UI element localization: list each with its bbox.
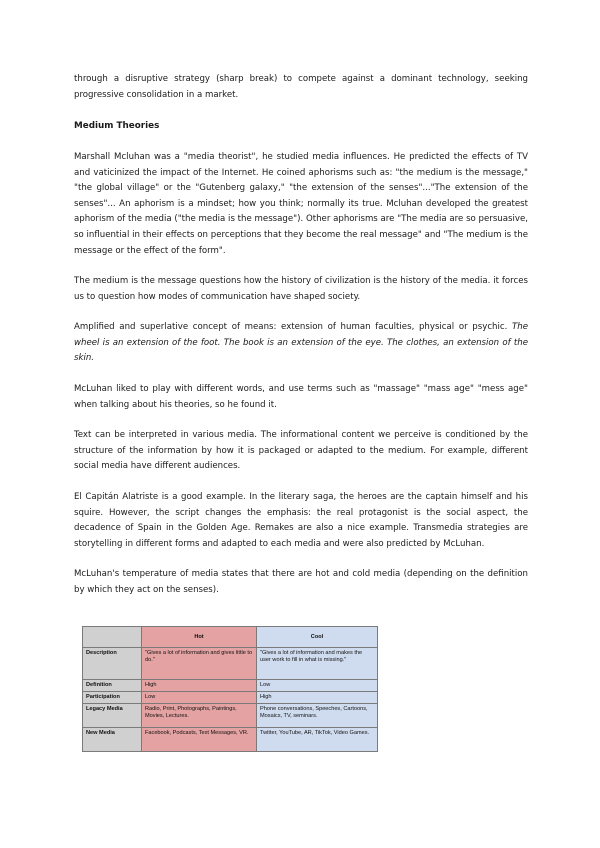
cell-cool-new-media: Twitter, YouTube, AR, TikTok, Video Games.: [257, 728, 378, 752]
table-header-cool: Cool: [257, 627, 378, 648]
paragraph-extension-concept: [74, 320, 528, 367]
paragraph-mcluhan-intro: Marshall Mcluhan was a "media theorist", he studied media influences. He predicted the effects of TV and vaticinized the impact of the Internet. He coined aphorisms such as: "the medium is the message," "the global village" or the "Gutenberg galaxy," "the extension of the senses"..."The extension of the senses"... An aphorism is a mindset; how you think; normally its true. Mcluhan developed the greatest aphorism of the media ("the media is the message"). Other aphorisms are "The media are so persuasive, so influential in their effects on perceptions that they become the real message" and "The medium is the message or the effect of the form".: [74, 152, 528, 256]
table-row: [83, 728, 378, 752]
cell-cool-description: "Gives a lot of information and makes the user work to fill in what is missing.": [257, 648, 378, 680]
table-header-row: [83, 627, 378, 648]
table-corner-cell: [83, 627, 142, 648]
row-label-new-media: New Media: [83, 728, 142, 752]
cell-cool-legacy-media: Phone conversations, Speeches, Cartoons, Mosaics, TV, seminars.: [257, 704, 378, 728]
table-row: [83, 648, 378, 680]
table-header-hot: Hot: [142, 627, 257, 648]
section-heading-medium-theories: Medium Theories: [74, 121, 160, 131]
table-row: [83, 704, 378, 728]
cell-hot-participation: Low: [142, 692, 257, 704]
row-label-participation: Participation: [83, 692, 142, 704]
cell-cool-definition: Low: [257, 680, 378, 692]
paragraph-medium-is-message: The medium is the message questions how the history of civilization is the history of the media. it forces us to question how modes of communication have shaped society.: [74, 276, 528, 302]
row-label-description: Description: [83, 648, 142, 680]
cell-hot-description: "Gives a lot of information and gives little to do.": [142, 648, 257, 680]
table-row: [83, 680, 378, 692]
paragraph-disruptive-strategy: through a disruptive strategy (sharp break) to compete against a dominant technology, seeking progressive consolidation in a market.: [74, 74, 528, 100]
paragraph-temperature-of-media: McLuhan's temperature of media states that there are hot and cold media (depending on the definition by which they act on the senses).: [74, 569, 528, 595]
cell-hot-legacy-media: Radio, Print, Photographs, Paintings, Movies, Lectures.: [142, 704, 257, 728]
row-label-legacy-media: Legacy Media: [83, 704, 142, 728]
paragraph-alatriste-example: El Capitán Alatriste is a good example. In the literary saga, the heroes are the captain himself and his squire. However, the script changes the emphasis: the real protagonist is the social aspect, the decadence of Spain in the Golden Age. Remakes are also a nice example. Transmedia strategies are storytelling in different forms and adapted to each media and were also predicted by McLuhan.: [74, 492, 528, 549]
paragraph-text-interpretation: Text can be interpreted in various media. The informational content we perceive is conditioned by the structure of the information by how it is packaged or adapted to the medium. For example, different social media have different audiences.: [74, 430, 528, 472]
paragraph-wordplay: McLuhan liked to play with different words, and use terms such as "massage" "mass age" "mess age" when talking about his theories, so he found it.: [74, 384, 528, 410]
cell-hot-definition: High: [142, 680, 257, 692]
cell-cool-participation: High: [257, 692, 378, 704]
extension-plain-text: Amplified and superlative concept of means: extension of human faculties, physical or psychic.: [74, 322, 513, 332]
extension-italic-text: The wheel is an extension of the foot. The book is an extension of the eye. The clothes, an extension of the skin.: [74, 322, 528, 364]
row-label-definition: Definition: [83, 680, 142, 692]
table-row: [83, 692, 378, 704]
hot-cool-media-table: [82, 626, 378, 752]
cell-hot-new-media: Facebook, Podcasts, Text Messages, VR.: [142, 728, 257, 752]
